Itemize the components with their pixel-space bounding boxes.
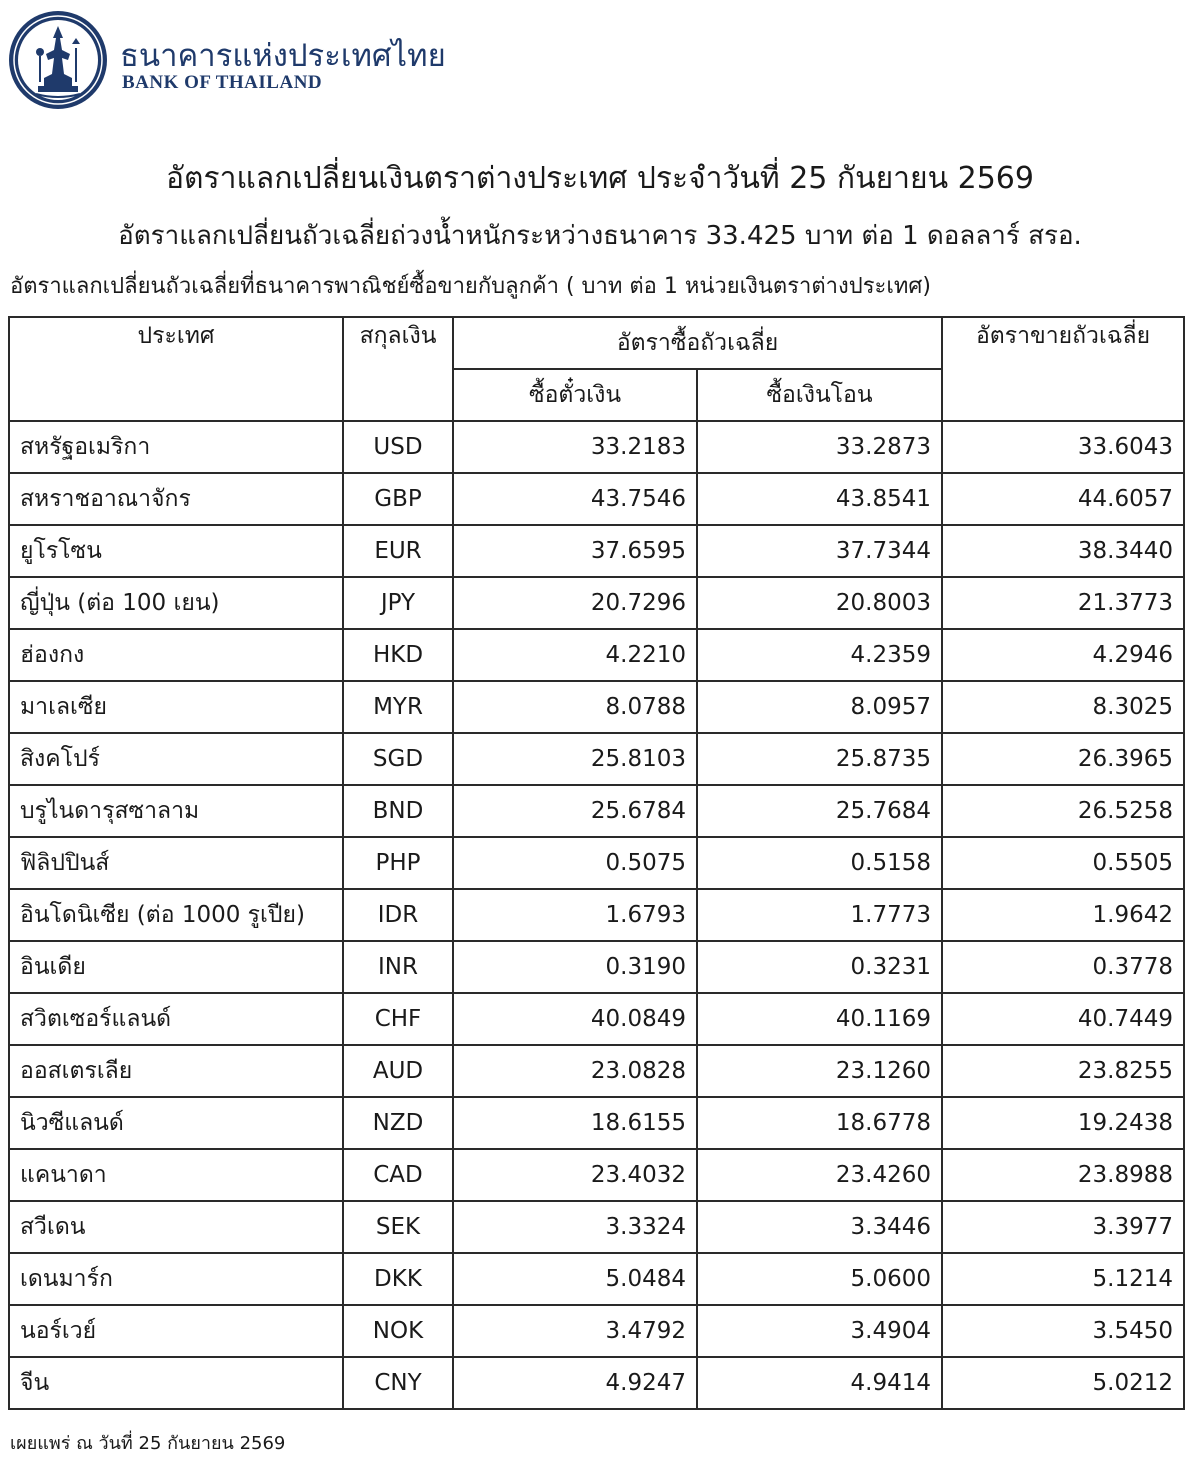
cell-buy-transfer: 0.3231 — [697, 941, 942, 993]
cell-sell: 26.3965 — [942, 733, 1184, 785]
cell-buy-cash: 3.4792 — [453, 1305, 697, 1357]
cell-buy-cash: 25.6784 — [453, 785, 697, 837]
cell-sell: 23.8255 — [942, 1045, 1184, 1097]
cell-country: นอร์เวย์ — [9, 1305, 343, 1357]
cell-country: ออสเตรเลีย — [9, 1045, 343, 1097]
table-row — [9, 941, 1184, 993]
cell-currency-code: EUR — [343, 525, 453, 577]
cell-sell: 23.8988 — [942, 1149, 1184, 1201]
table-note: อัตราแลกเปลี่ยนถัวเฉลี่ยที่ธนาคารพาณิชย์ซื้อขายกับลูกค้า ( บาท ต่อ 1 หน่วยเงินตราต่างประเทศ) — [10, 274, 931, 299]
cell-buy-transfer: 18.6778 — [697, 1097, 942, 1149]
cell-sell: 8.3025 — [942, 681, 1184, 733]
cell-currency-code: USD — [343, 421, 453, 473]
table-body — [9, 421, 1184, 1409]
cell-buy-cash: 3.3324 — [453, 1201, 697, 1253]
cell-currency-code: BND — [343, 785, 453, 837]
table-row — [9, 1305, 1184, 1357]
header — [8, 8, 608, 112]
cell-buy-cash: 4.9247 — [453, 1357, 697, 1409]
cell-buy-transfer: 33.2873 — [697, 421, 942, 473]
cell-sell: 44.6057 — [942, 473, 1184, 525]
cell-buy-cash: 25.8103 — [453, 733, 697, 785]
table-row — [9, 1097, 1184, 1149]
cell-sell: 19.2438 — [942, 1097, 1184, 1149]
org-name-thai: ธนาคารแห่งประเทศไทย — [120, 38, 446, 74]
cell-country: อินโดนิเซีย (ต่อ 1000 รูเปีย) — [9, 889, 343, 941]
cell-buy-transfer: 43.8541 — [697, 473, 942, 525]
cell-buy-transfer: 25.8735 — [697, 733, 942, 785]
table-row — [9, 837, 1184, 889]
cell-buy-cash: 40.0849 — [453, 993, 697, 1045]
cell-country: ฮ่องกง — [9, 629, 343, 681]
cell-buy-cash: 0.3190 — [453, 941, 697, 993]
cell-buy-cash: 33.2183 — [453, 421, 697, 473]
cell-buy-transfer: 23.4260 — [697, 1149, 942, 1201]
cell-currency-code: NOK — [343, 1305, 453, 1357]
cell-currency-code: GBP — [343, 473, 453, 525]
cell-sell: 1.9642 — [942, 889, 1184, 941]
cell-sell: 5.0212 — [942, 1357, 1184, 1409]
cell-buy-cash: 4.2210 — [453, 629, 697, 681]
cell-sell: 40.7449 — [942, 993, 1184, 1045]
cell-buy-cash: 37.6595 — [453, 525, 697, 577]
table-row — [9, 1357, 1184, 1409]
cell-country: บรูไนดารุสซาลาม — [9, 785, 343, 837]
table-row — [9, 889, 1184, 941]
cell-country: จีน — [9, 1357, 343, 1409]
cell-buy-transfer: 25.7684 — [697, 785, 942, 837]
table-row — [9, 421, 1184, 473]
table-row — [9, 785, 1184, 837]
cell-sell: 5.1214 — [942, 1253, 1184, 1305]
cell-sell: 4.2946 — [942, 629, 1184, 681]
cell-country: ฟิลิปปินส์ — [9, 837, 343, 889]
cell-buy-cash: 20.7296 — [453, 577, 697, 629]
cell-currency-code: JPY — [343, 577, 453, 629]
table-row — [9, 1149, 1184, 1201]
cell-buy-cash: 5.0484 — [453, 1253, 697, 1305]
cell-currency-code: IDR — [343, 889, 453, 941]
cell-buy-transfer: 20.8003 — [697, 577, 942, 629]
cell-currency-code: MYR — [343, 681, 453, 733]
table-row — [9, 993, 1184, 1045]
cell-buy-cash: 18.6155 — [453, 1097, 697, 1149]
cell-sell: 0.5505 — [942, 837, 1184, 889]
cell-buy-cash: 8.0788 — [453, 681, 697, 733]
cell-buy-transfer: 3.4904 — [697, 1305, 942, 1357]
header-buying-cash: ซื้อตั๋วเงิน — [453, 369, 697, 421]
exchange-rate-table — [8, 316, 1185, 1410]
table-row — [9, 473, 1184, 525]
org-name-english: BANK OF THAILAND — [122, 72, 323, 93]
cell-currency-code: CNY — [343, 1357, 453, 1409]
header-currency: สกุลเงิน — [343, 317, 453, 421]
cell-buy-cash: 23.0828 — [453, 1045, 697, 1097]
cell-country: นิวซีแลนด์ — [9, 1097, 343, 1149]
cell-sell: 38.3440 — [942, 525, 1184, 577]
cell-country: แคนาดา — [9, 1149, 343, 1201]
cell-sell: 3.5450 — [942, 1305, 1184, 1357]
cell-country: สิงคโปร์ — [9, 733, 343, 785]
page-title: อัตราแลกเปลี่ยนเงินตราต่างประเทศ ประจำวันที่ 25 กันยายน 2569 — [166, 161, 1034, 196]
cell-buy-transfer: 3.3446 — [697, 1201, 942, 1253]
cell-buy-transfer: 8.0957 — [697, 681, 942, 733]
cell-country: อินเดีย — [9, 941, 343, 993]
cell-country: สหราชอาณาจักร — [9, 473, 343, 525]
cell-currency-code: HKD — [343, 629, 453, 681]
table-row — [9, 681, 1184, 733]
cell-buy-transfer: 40.1169 — [697, 993, 942, 1045]
header-country: ประเทศ — [9, 317, 343, 421]
table-row — [9, 1253, 1184, 1305]
cell-currency-code: SGD — [343, 733, 453, 785]
cell-buy-transfer: 0.5158 — [697, 837, 942, 889]
cell-currency-code: SEK — [343, 1201, 453, 1253]
cell-country: สหรัฐอเมริกา — [9, 421, 343, 473]
page-subtitle: อัตราแลกเปลี่ยนถัวเฉลี่ยถ่วงน้ำหนักระหว่างธนาคาร 33.425 บาท ต่อ 1 ดอลลาร์ สรอ. — [118, 221, 1082, 251]
header-buying: อัตราซื้อถัวเฉลี่ย — [453, 317, 942, 369]
table-row — [9, 629, 1184, 681]
cell-currency-code: PHP — [343, 837, 453, 889]
cell-buy-transfer: 4.9414 — [697, 1357, 942, 1409]
cell-country: สวิตเซอร์แลนด์ — [9, 993, 343, 1045]
table-row — [9, 525, 1184, 577]
cell-sell: 21.3773 — [942, 577, 1184, 629]
cell-sell: 3.3977 — [942, 1201, 1184, 1253]
cell-buy-cash: 1.6793 — [453, 889, 697, 941]
table-row — [9, 733, 1184, 785]
cell-buy-transfer: 23.1260 — [697, 1045, 942, 1097]
cell-country: ยูโรโซน — [9, 525, 343, 577]
cell-currency-code: CHF — [343, 993, 453, 1045]
cell-country: ญี่ปุ่น (ต่อ 100 เยน) — [9, 577, 343, 629]
table-row — [9, 1201, 1184, 1253]
cell-country: เดนมาร์ก — [9, 1253, 343, 1305]
cell-buy-transfer: 5.0600 — [697, 1253, 942, 1305]
cell-currency-code: NZD — [343, 1097, 453, 1149]
cell-country: สวีเดน — [9, 1201, 343, 1253]
cell-buy-cash: 43.7546 — [453, 473, 697, 525]
bank-of-thailand-seal-icon — [8, 8, 108, 112]
cell-buy-cash: 0.5075 — [453, 837, 697, 889]
cell-buy-cash: 23.4032 — [453, 1149, 697, 1201]
cell-country: มาเลเซีย — [9, 681, 343, 733]
cell-currency-code: CAD — [343, 1149, 453, 1201]
cell-sell: 33.6043 — [942, 421, 1184, 473]
header-buying-transfer: ซื้อเงินโอน — [697, 369, 942, 421]
cell-buy-transfer: 1.7773 — [697, 889, 942, 941]
cell-currency-code: DKK — [343, 1253, 453, 1305]
cell-currency-code: AUD — [343, 1045, 453, 1097]
table-row — [9, 1045, 1184, 1097]
table-row — [9, 577, 1184, 629]
cell-sell: 26.5258 — [942, 785, 1184, 837]
cell-buy-transfer: 37.7344 — [697, 525, 942, 577]
header-selling: อัตราขายถัวเฉลี่ย — [942, 317, 1184, 421]
cell-sell: 0.3778 — [942, 941, 1184, 993]
cell-buy-transfer: 4.2359 — [697, 629, 942, 681]
cell-currency-code: INR — [343, 941, 453, 993]
publish-date: เผยแพร่ ณ วันที่ 25 กันยายน 2569 — [10, 1433, 286, 1454]
